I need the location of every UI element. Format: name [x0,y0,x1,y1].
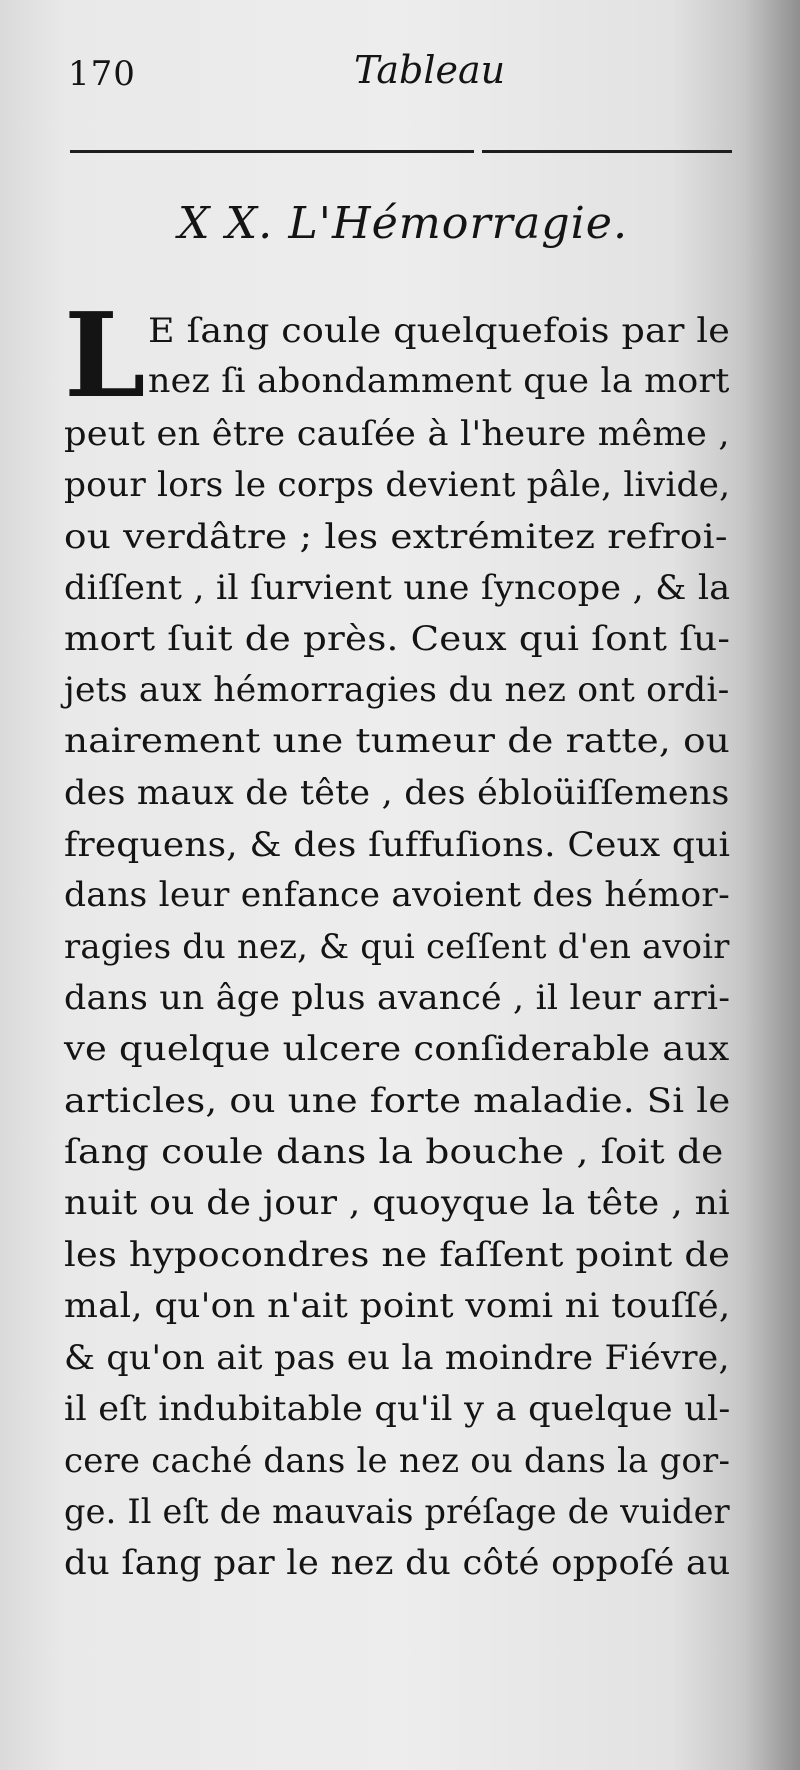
text-line: les hypocondres ne faſſent point de [64,1235,731,1275]
text-line: jets aux hémorragies du nez ont ordi- [64,670,730,710]
text-line: dans un âge plus avancé , il leur arri- [64,978,731,1018]
text-line: des maux de tête , des ébloüiſſemens [64,773,730,813]
running-head [64,48,724,98]
text-line: mal, qu'on n'ait point vomi ni touſſé, [64,1286,731,1326]
text-line: pour lors le corps devient pâle, livide, [64,465,731,505]
text-line: peut en être cauſée à l'heure même , [64,414,730,454]
text-line: nairement une tumeur de ratte, ou [64,721,731,761]
text-line: diſſent , il ſurvient une ſyncope , & la [64,568,731,608]
text-line: il eſt indubitable qu'il y a quelque ul- [64,1389,731,1429]
text-line: articles, ou une forte maladie. Si le [64,1081,731,1121]
text-line: du ſang par le nez du côté oppoſé au [64,1543,731,1583]
text-line: ge. Il eſt de mauvais préſage de vuider [64,1492,730,1532]
text-line: nez ſi abondamment que la mort [148,361,730,401]
page-number: 170 [68,54,136,94]
text-line: ſang coule dans la bouche , ſoit de [64,1132,724,1172]
text-line: ve quelque ulcere conſiderable aux [64,1029,730,1069]
header-rule-left [70,150,474,153]
running-title: Tableau [354,48,506,92]
text-line: E ſang coule quelquefois par le [148,311,731,351]
drop-cap: L [64,288,146,424]
text-line: mort ſuit de près. Ceux qui ſont ſu- [64,619,731,659]
text-line: dans leur enfance avoient des hémor- [64,875,730,915]
text-line: & qu'on ait pas eu la moindre Fiévre, [64,1338,730,1378]
text-line: ragies du nez, & qui ceſſent d'en avoir [64,927,730,967]
section-heading: X X. L'Hémorragie. [178,198,629,249]
text-line: frequens, & des ſuffuſions. Ceux qui [64,825,731,865]
text-line: cere caché dans le nez ou dans la gor- [64,1441,731,1481]
text-line: nuit ou de jour , quoyque la tête , ni [64,1183,730,1223]
header-rule-right [482,150,732,153]
text-line: ou verdâtre ; les extrémitez refroi- [64,517,728,557]
